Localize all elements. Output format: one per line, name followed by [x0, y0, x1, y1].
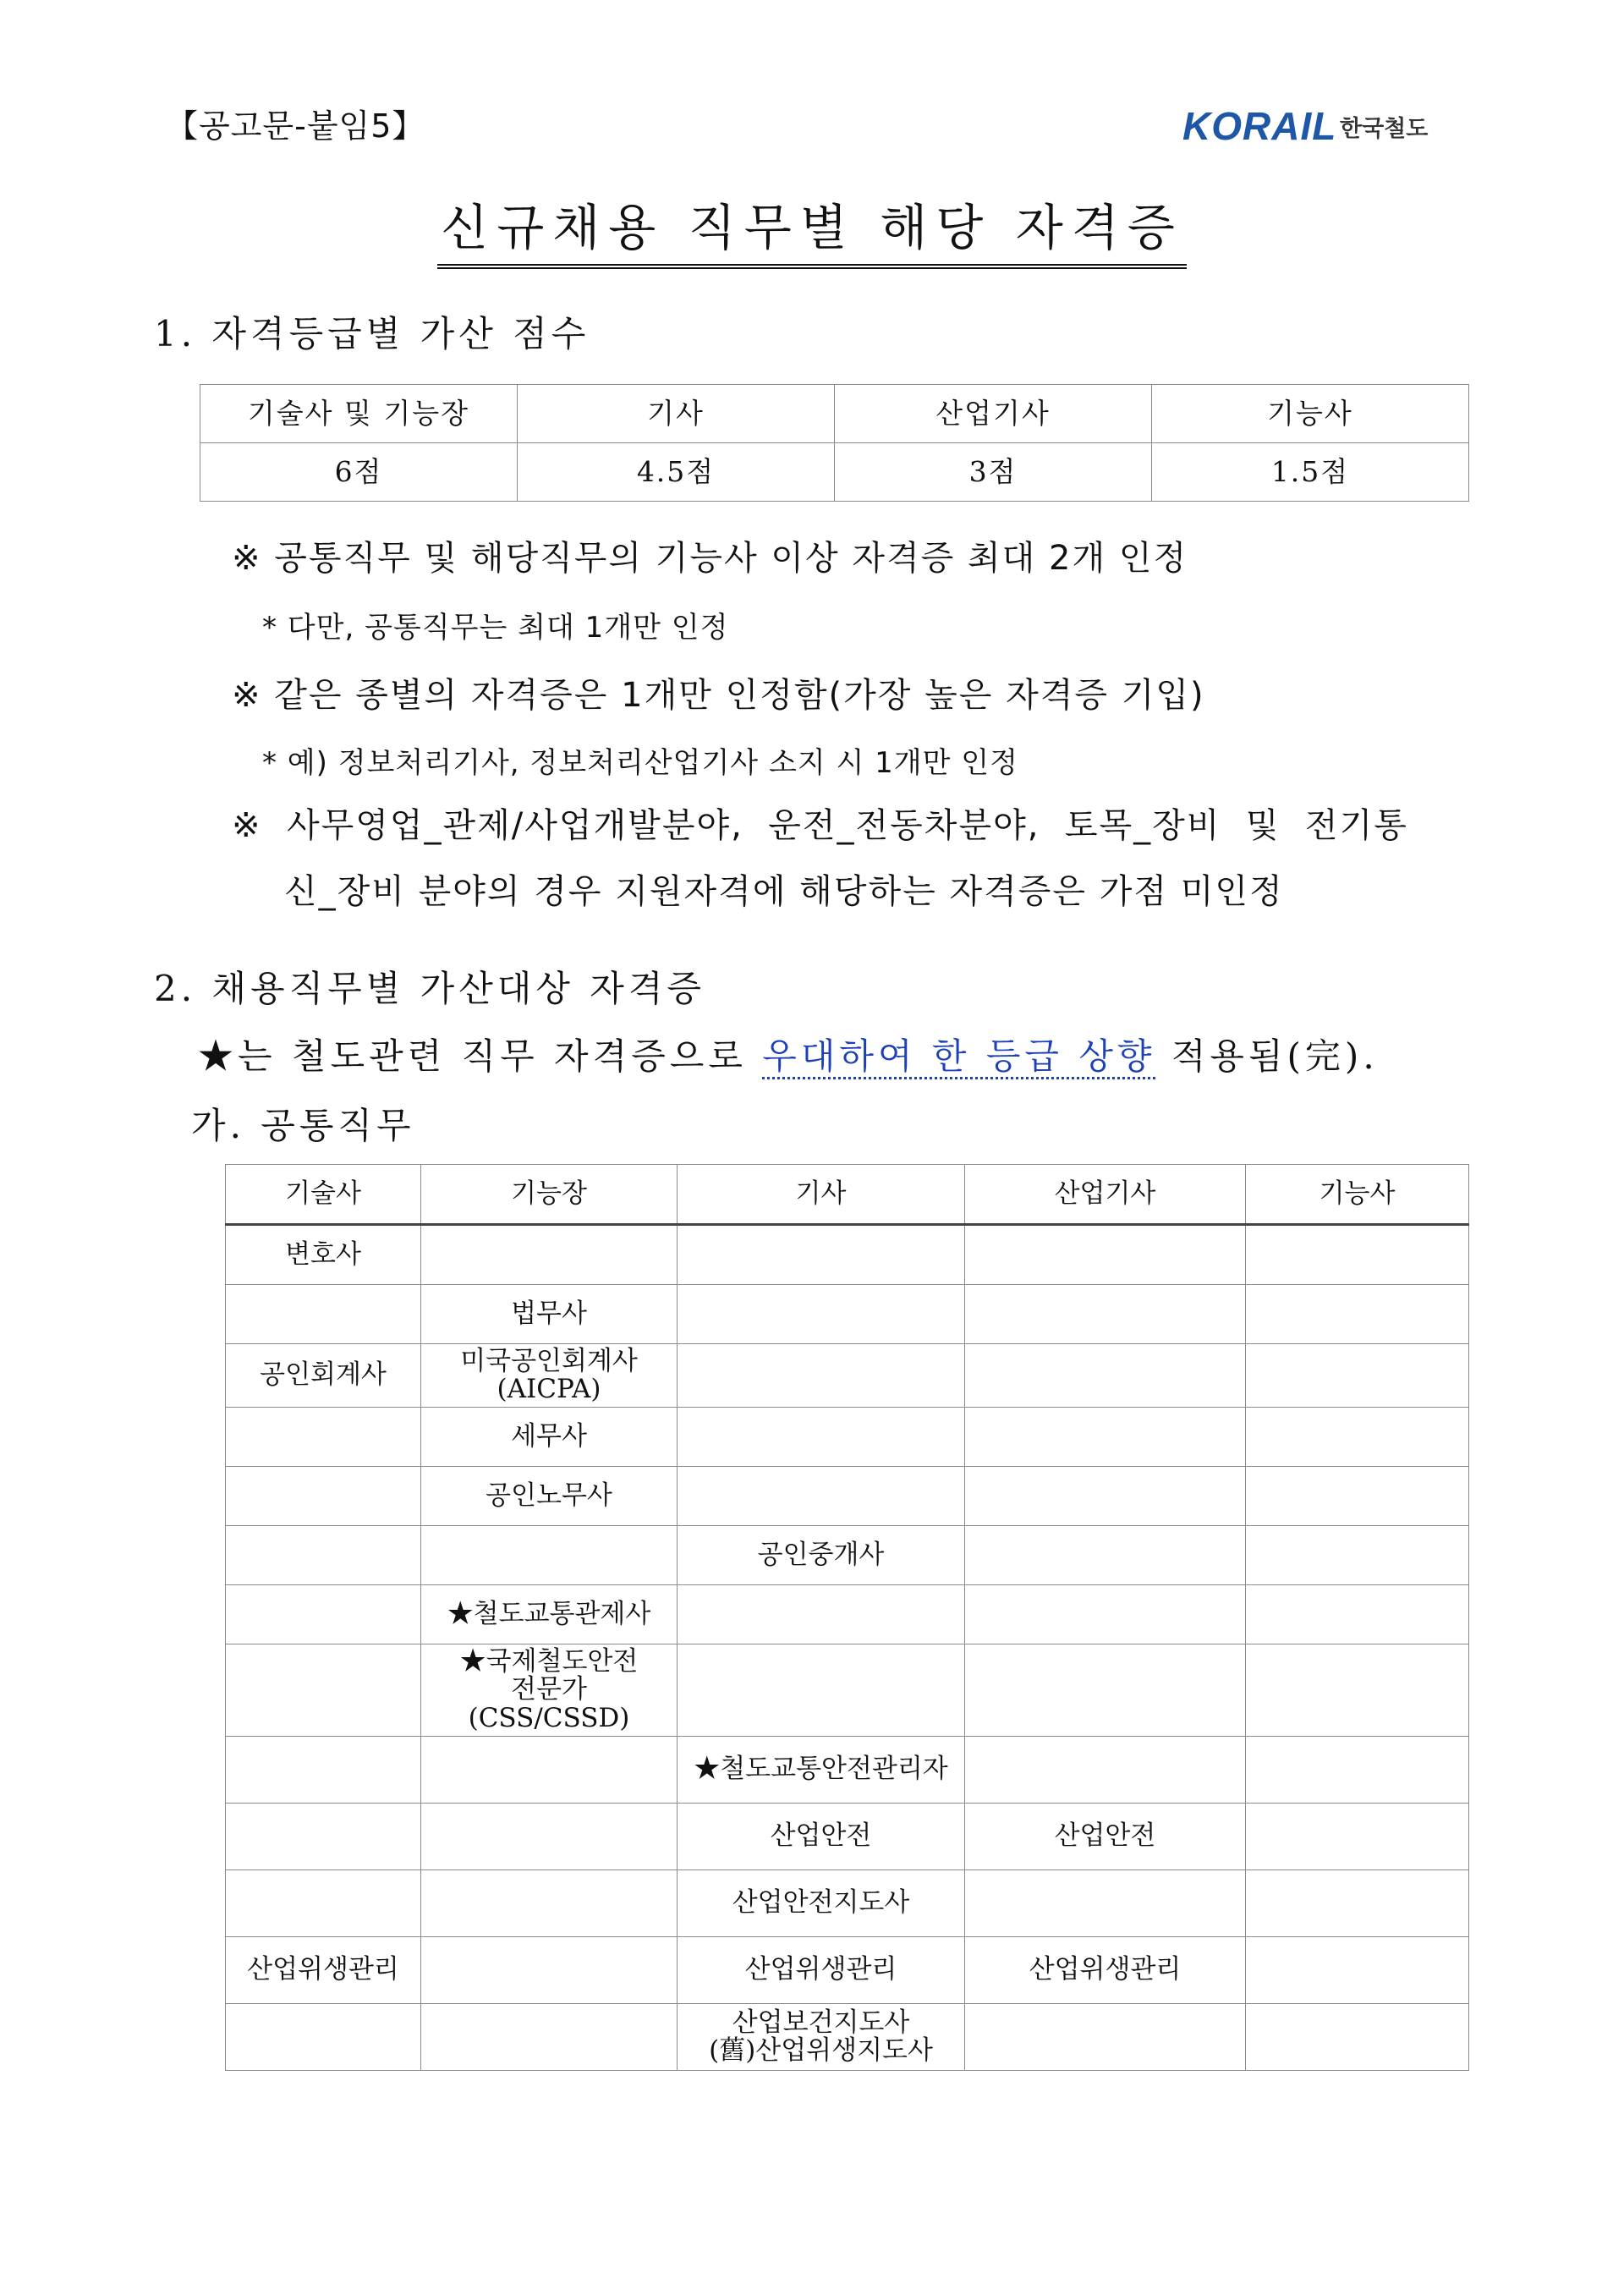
cert-table-cell — [678, 1644, 965, 1737]
score-header-cell: 기술사 및 기능장 — [200, 385, 518, 443]
cert-table-cell — [1246, 1344, 1469, 1408]
cert-table-cell: 산업위생관리 — [226, 1937, 421, 2004]
cert-table-header-cell: 기술사 — [226, 1165, 421, 1225]
cert-table-cell — [226, 2004, 421, 2071]
cert-table-cell — [965, 1585, 1246, 1644]
cert-table-cell — [1246, 2004, 1469, 2071]
cert-table-cell — [965, 2004, 1246, 2071]
logo-subtext: 한국철도 — [1340, 116, 1429, 142]
cert-table-cell — [421, 1804, 678, 1870]
star-note-prefix: ★는 철도관련 직무 자격증으로 — [198, 1035, 763, 1077]
cert-table-cell — [421, 1937, 678, 2004]
cert-table-row — [226, 1870, 1469, 1937]
cert-table-row — [226, 1285, 1469, 1344]
cert-table-row — [226, 1585, 1469, 1644]
cert-table-cell — [678, 1225, 965, 1285]
cert-table-header-cell: 기능장 — [421, 1165, 678, 1225]
cert-table-row — [226, 1344, 1469, 1408]
cert-table-cell — [678, 1285, 965, 1344]
cert-table-cell — [226, 1804, 421, 1870]
cert-table-cell — [226, 1585, 421, 1644]
cert-table-cell — [421, 1737, 678, 1804]
cert-table-cell — [226, 1285, 421, 1344]
score-header-cell: 기사 — [518, 385, 835, 443]
cert-table-cell — [1246, 1937, 1469, 2004]
cert-table-cell: 산업안전지도사 — [678, 1870, 965, 1937]
star-note-highlight: 우대하여 한 등급 상향 — [762, 1035, 1155, 1079]
subsection-heading: 가. 공통직무 — [191, 1105, 415, 1146]
cert-table-cell: 변호사 — [226, 1225, 421, 1285]
notice-attachment-tag: 【공고문-붙임5】 — [166, 107, 425, 145]
cert-table-cell — [678, 1585, 965, 1644]
cert-table-cell — [965, 1870, 1246, 1937]
cert-table-cell: 공인노무사 — [421, 1467, 678, 1526]
cert-table-cell — [421, 1870, 678, 1937]
cert-table-row — [226, 1408, 1469, 1467]
score-header-cell: 기능사 — [1152, 385, 1469, 443]
cert-table-row — [226, 1737, 1469, 1804]
cert-table-cell — [1246, 1644, 1469, 1737]
cert-table-cell — [421, 1225, 678, 1285]
star-note-suffix: 적용됨(完). — [1155, 1035, 1379, 1077]
cert-table-row — [226, 1804, 1469, 1870]
cert-table-cell — [1246, 1285, 1469, 1344]
page-title — [0, 188, 1624, 269]
cert-table-cell: 세무사 — [421, 1408, 678, 1467]
score-table-header-row — [200, 385, 1469, 443]
cert-table-cell — [226, 1467, 421, 1526]
cert-table-header-cell: 기사 — [678, 1165, 965, 1225]
cert-table-cell — [226, 1644, 421, 1737]
cert-table-cell: 미국공인회계사 (AICPA) — [421, 1344, 678, 1408]
cert-table-cell: 산업안전 — [965, 1804, 1246, 1870]
note-excluded-line2: 신_장비 분야의 경우 지원자격에 해당하는 자격증은 가점 미인정 — [284, 872, 1284, 911]
note-excluded-line1: ※ 사무영업_관제/사업개발분야, 운전_전동차분야, 토목_장비 및 전기통 — [232, 806, 1408, 845]
cert-table-header-cell: 산업기사 — [965, 1165, 1246, 1225]
cert-table-cell — [678, 1408, 965, 1467]
cert-table-cell — [226, 1408, 421, 1467]
cert-table-cell: 산업안전 — [678, 1804, 965, 1870]
korail-logo — [1182, 100, 1445, 154]
cert-table-cell — [421, 1526, 678, 1585]
cert-table-cell — [1246, 1870, 1469, 1937]
cert-table-cell: ★국제철도안전 전문가 (CSS/CSSD) — [421, 1644, 678, 1737]
cert-table-cell — [226, 1737, 421, 1804]
score-value-cell: 1.5점 — [1152, 443, 1469, 502]
cert-table-cell — [1246, 1737, 1469, 1804]
logo-text: KORAIL — [1182, 104, 1337, 148]
cert-table-cell — [1246, 1804, 1469, 1870]
section2-heading: 2. 채용직무별 가산대상 자격증 — [154, 968, 705, 1009]
cert-table-cell — [1246, 1526, 1469, 1585]
cert-table-cell — [1246, 1225, 1469, 1285]
cert-table-cell: 법무사 — [421, 1285, 678, 1344]
cert-table-cell — [965, 1644, 1246, 1737]
cert-table-cell: 산업위생관리 — [678, 1937, 965, 2004]
cert-table-cell — [1246, 1585, 1469, 1644]
page-title-text: 신규채용 직무별 해당 자격증 — [437, 188, 1187, 269]
note-max-two: ※ 공통직무 및 해당직무의 기능사 이상 자격증 최대 2개 인정 — [232, 539, 1188, 578]
cert-table-cell: 공인중개사 — [678, 1526, 965, 1585]
note-common-one: * 다만, 공통직무는 최대 1개만 인정 — [262, 611, 729, 645]
cert-table-row — [226, 1937, 1469, 2004]
cert-table-header-row — [226, 1165, 1469, 1225]
cert-table-cell — [965, 1408, 1246, 1467]
cert-table-cell — [965, 1225, 1246, 1285]
note-same-type: ※ 같은 종별의 자격증은 1개만 인정함(가장 높은 자격증 기입) — [232, 676, 1205, 715]
cert-table-cell: ★철도교통안전관리자 — [678, 1737, 965, 1804]
score-value-cell: 6점 — [200, 443, 518, 502]
score-header-cell: 산업기사 — [835, 385, 1152, 443]
cert-table-cell — [421, 2004, 678, 2071]
cert-table-cell — [1246, 1467, 1469, 1526]
cert-table-cell — [226, 1870, 421, 1937]
cert-table-row — [226, 1225, 1469, 1285]
note-example: * 예) 정보처리기사, 정보처리산업기사 소지 시 1개만 인정 — [262, 746, 1018, 780]
cert-table-row — [226, 2004, 1469, 2071]
cert-table-cell: 산업위생관리 — [965, 1937, 1246, 2004]
cert-table-cell — [965, 1526, 1246, 1585]
score-table — [200, 384, 1469, 502]
cert-table-cell — [965, 1344, 1246, 1408]
score-value-cell: 4.5점 — [518, 443, 835, 502]
cert-table-cell: 산업보건지도사 (舊)산업위생지도사 — [678, 2004, 965, 2071]
cert-table-row — [226, 1526, 1469, 1585]
cert-table-row — [226, 1644, 1469, 1737]
cert-table-cell — [678, 1344, 965, 1408]
score-table-value-row — [200, 443, 1469, 502]
cert-table-cell — [678, 1467, 965, 1526]
cert-table-cell: 공인회계사 — [226, 1344, 421, 1408]
cert-table-header-cell: 기능사 — [1246, 1165, 1469, 1225]
cert-table-cell — [965, 1467, 1246, 1526]
score-value-cell: 3점 — [835, 443, 1152, 502]
cert-table-cell — [226, 1526, 421, 1585]
cert-table-cell — [965, 1285, 1246, 1344]
cert-table-cell — [965, 1737, 1246, 1804]
star-note — [198, 1029, 1379, 1079]
common-duty-cert-table — [225, 1164, 1469, 2071]
cert-table-cell — [1246, 1408, 1469, 1467]
cert-table-row — [226, 1467, 1469, 1526]
section1-heading: 1. 자격등급별 가산 점수 — [154, 313, 590, 354]
cert-table-cell: ★철도교통관제사 — [421, 1585, 678, 1644]
